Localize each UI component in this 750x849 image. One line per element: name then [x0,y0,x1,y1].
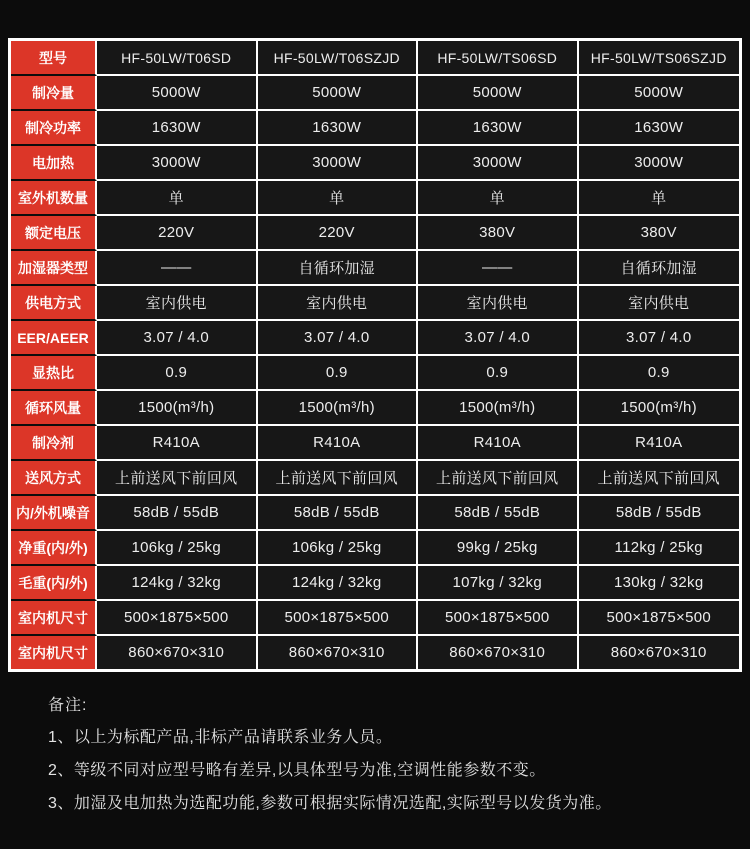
row-label-cell: 制冷剂 [11,426,97,461]
table-row [11,391,739,426]
value-cell: 124kg / 32kg [97,566,258,601]
value-cell: —— [97,251,258,286]
row-label-cell: 电加热 [11,146,97,181]
row-label-cell: 循环风量 [11,391,97,426]
value-cell: 1500(m³/h) [418,391,579,426]
value-cell: 380V [579,216,740,251]
notes-section [48,692,612,827]
model-name-cell: HF-50LW/T06SD [97,41,258,76]
row-label-cell: 供电方式 [11,286,97,321]
value-cell: 860×670×310 [579,636,740,669]
table-row [11,356,739,391]
model-header-label-cell: 型号 [11,41,97,76]
value-cell: 3000W [97,146,258,181]
value-cell: 上前送风下前回风 [97,461,258,496]
value-cell: 220V [97,216,258,251]
value-cell: 130kg / 32kg [579,566,740,601]
row-label-cell: 内/外机噪音 [11,496,97,531]
value-cell: R410A [258,426,419,461]
row-label-cell: 显热比 [11,356,97,391]
value-cell: 室内供电 [418,286,579,321]
row-label-cell: 净重(内/外) [11,531,97,566]
value-cell: 3000W [579,146,740,181]
value-cell: 0.9 [258,356,419,391]
value-cell: 112kg / 25kg [579,531,740,566]
value-cell: 单 [258,181,419,216]
row-label-cell: 室内机尺寸 [11,601,97,636]
row-label-cell: 制冷功率 [11,111,97,146]
model-name-cell: HF-50LW/TS06SZJD [579,41,740,76]
header-row [11,41,739,76]
value-cell: 0.9 [579,356,740,391]
table-row [11,216,739,251]
table-row [11,286,739,321]
value-cell: 室内供电 [258,286,419,321]
value-cell: 860×670×310 [258,636,419,669]
table-row [11,321,739,356]
value-cell: 124kg / 32kg [258,566,419,601]
value-cell: 500×1875×500 [579,601,740,636]
value-cell: 106kg / 25kg [97,531,258,566]
value-cell: 58dB / 55dB [97,496,258,531]
value-cell: 220V [258,216,419,251]
value-cell: 860×670×310 [97,636,258,669]
value-cell: 上前送风下前回风 [418,461,579,496]
model-name-cell: HF-50LW/TS06SD [418,41,579,76]
notes-title: 备注: [48,697,88,714]
table-row [11,251,739,286]
row-label-cell: 加湿器类型 [11,251,97,286]
table-row [11,566,739,601]
value-cell: 380V [418,216,579,251]
value-cell: 1630W [579,111,740,146]
value-cell: 单 [97,181,258,216]
table-row [11,426,739,461]
value-cell: 0.9 [97,356,258,391]
value-cell: 1500(m³/h) [258,391,419,426]
value-cell: R410A [418,426,579,461]
notes-list [48,728,612,813]
note-line: 2、等级不同对应型号略有差异,以具体型号为准,空调性能参数不变。 [48,762,546,779]
value-cell: 3.07 / 4.0 [97,321,258,356]
spec-table-body [11,41,739,669]
table-row [11,181,739,216]
value-cell: 3.07 / 4.0 [579,321,740,356]
value-cell: 3.07 / 4.0 [258,321,419,356]
spec-table [8,38,742,672]
table-row [11,76,739,111]
table-row [11,111,739,146]
value-cell: 室内供电 [97,286,258,321]
value-cell: —— [418,251,579,286]
row-label-cell: 制冷量 [11,76,97,111]
value-cell: 0.9 [418,356,579,391]
row-label-cell: 室内机尺寸 [11,636,97,669]
row-label-cell: 送风方式 [11,461,97,496]
value-cell: 单 [418,181,579,216]
value-cell: 58dB / 55dB [258,496,419,531]
value-cell: 3.07 / 4.0 [418,321,579,356]
value-cell: 1500(m³/h) [97,391,258,426]
model-name-cell: HF-50LW/T06SZJD [258,41,419,76]
value-cell: 1630W [258,111,419,146]
value-cell: 500×1875×500 [258,601,419,636]
value-cell: 自循环加湿 [579,251,740,286]
value-cell: 500×1875×500 [418,601,579,636]
value-cell: 860×670×310 [418,636,579,669]
table-row [11,461,739,496]
value-cell: 1630W [418,111,579,146]
value-cell: 5000W [258,76,419,111]
row-label-cell: 室外机数量 [11,181,97,216]
value-cell: 室内供电 [579,286,740,321]
value-cell: 上前送风下前回风 [579,461,740,496]
value-cell: 3000W [418,146,579,181]
table-row [11,146,739,181]
value-cell: 5000W [418,76,579,111]
note-line: 1、以上为标配产品,非标产品请联系业务人员。 [48,729,393,746]
value-cell: 1630W [97,111,258,146]
value-cell: 99kg / 25kg [418,531,579,566]
note-line: 3、加湿及电加热为选配功能,参数可根据实际情况选配,实际型号以发货为准。 [48,795,612,812]
value-cell: R410A [97,426,258,461]
table-row [11,636,739,669]
row-label-cell: EER/AEER [11,321,97,356]
value-cell: 1500(m³/h) [579,391,740,426]
value-cell: 107kg / 32kg [418,566,579,601]
value-cell: 3000W [258,146,419,181]
value-cell: 58dB / 55dB [418,496,579,531]
value-cell: 5000W [579,76,740,111]
table-row [11,496,739,531]
row-label-cell: 额定电压 [11,216,97,251]
row-label-cell: 毛重(内/外) [11,566,97,601]
value-cell: 自循环加湿 [258,251,419,286]
value-cell: 106kg / 25kg [258,531,419,566]
value-cell: 500×1875×500 [97,601,258,636]
value-cell: 5000W [97,76,258,111]
value-cell: R410A [579,426,740,461]
value-cell: 上前送风下前回风 [258,461,419,496]
value-cell: 单 [579,181,740,216]
value-cell: 58dB / 55dB [579,496,740,531]
table-row [11,531,739,566]
table-row [11,601,739,636]
